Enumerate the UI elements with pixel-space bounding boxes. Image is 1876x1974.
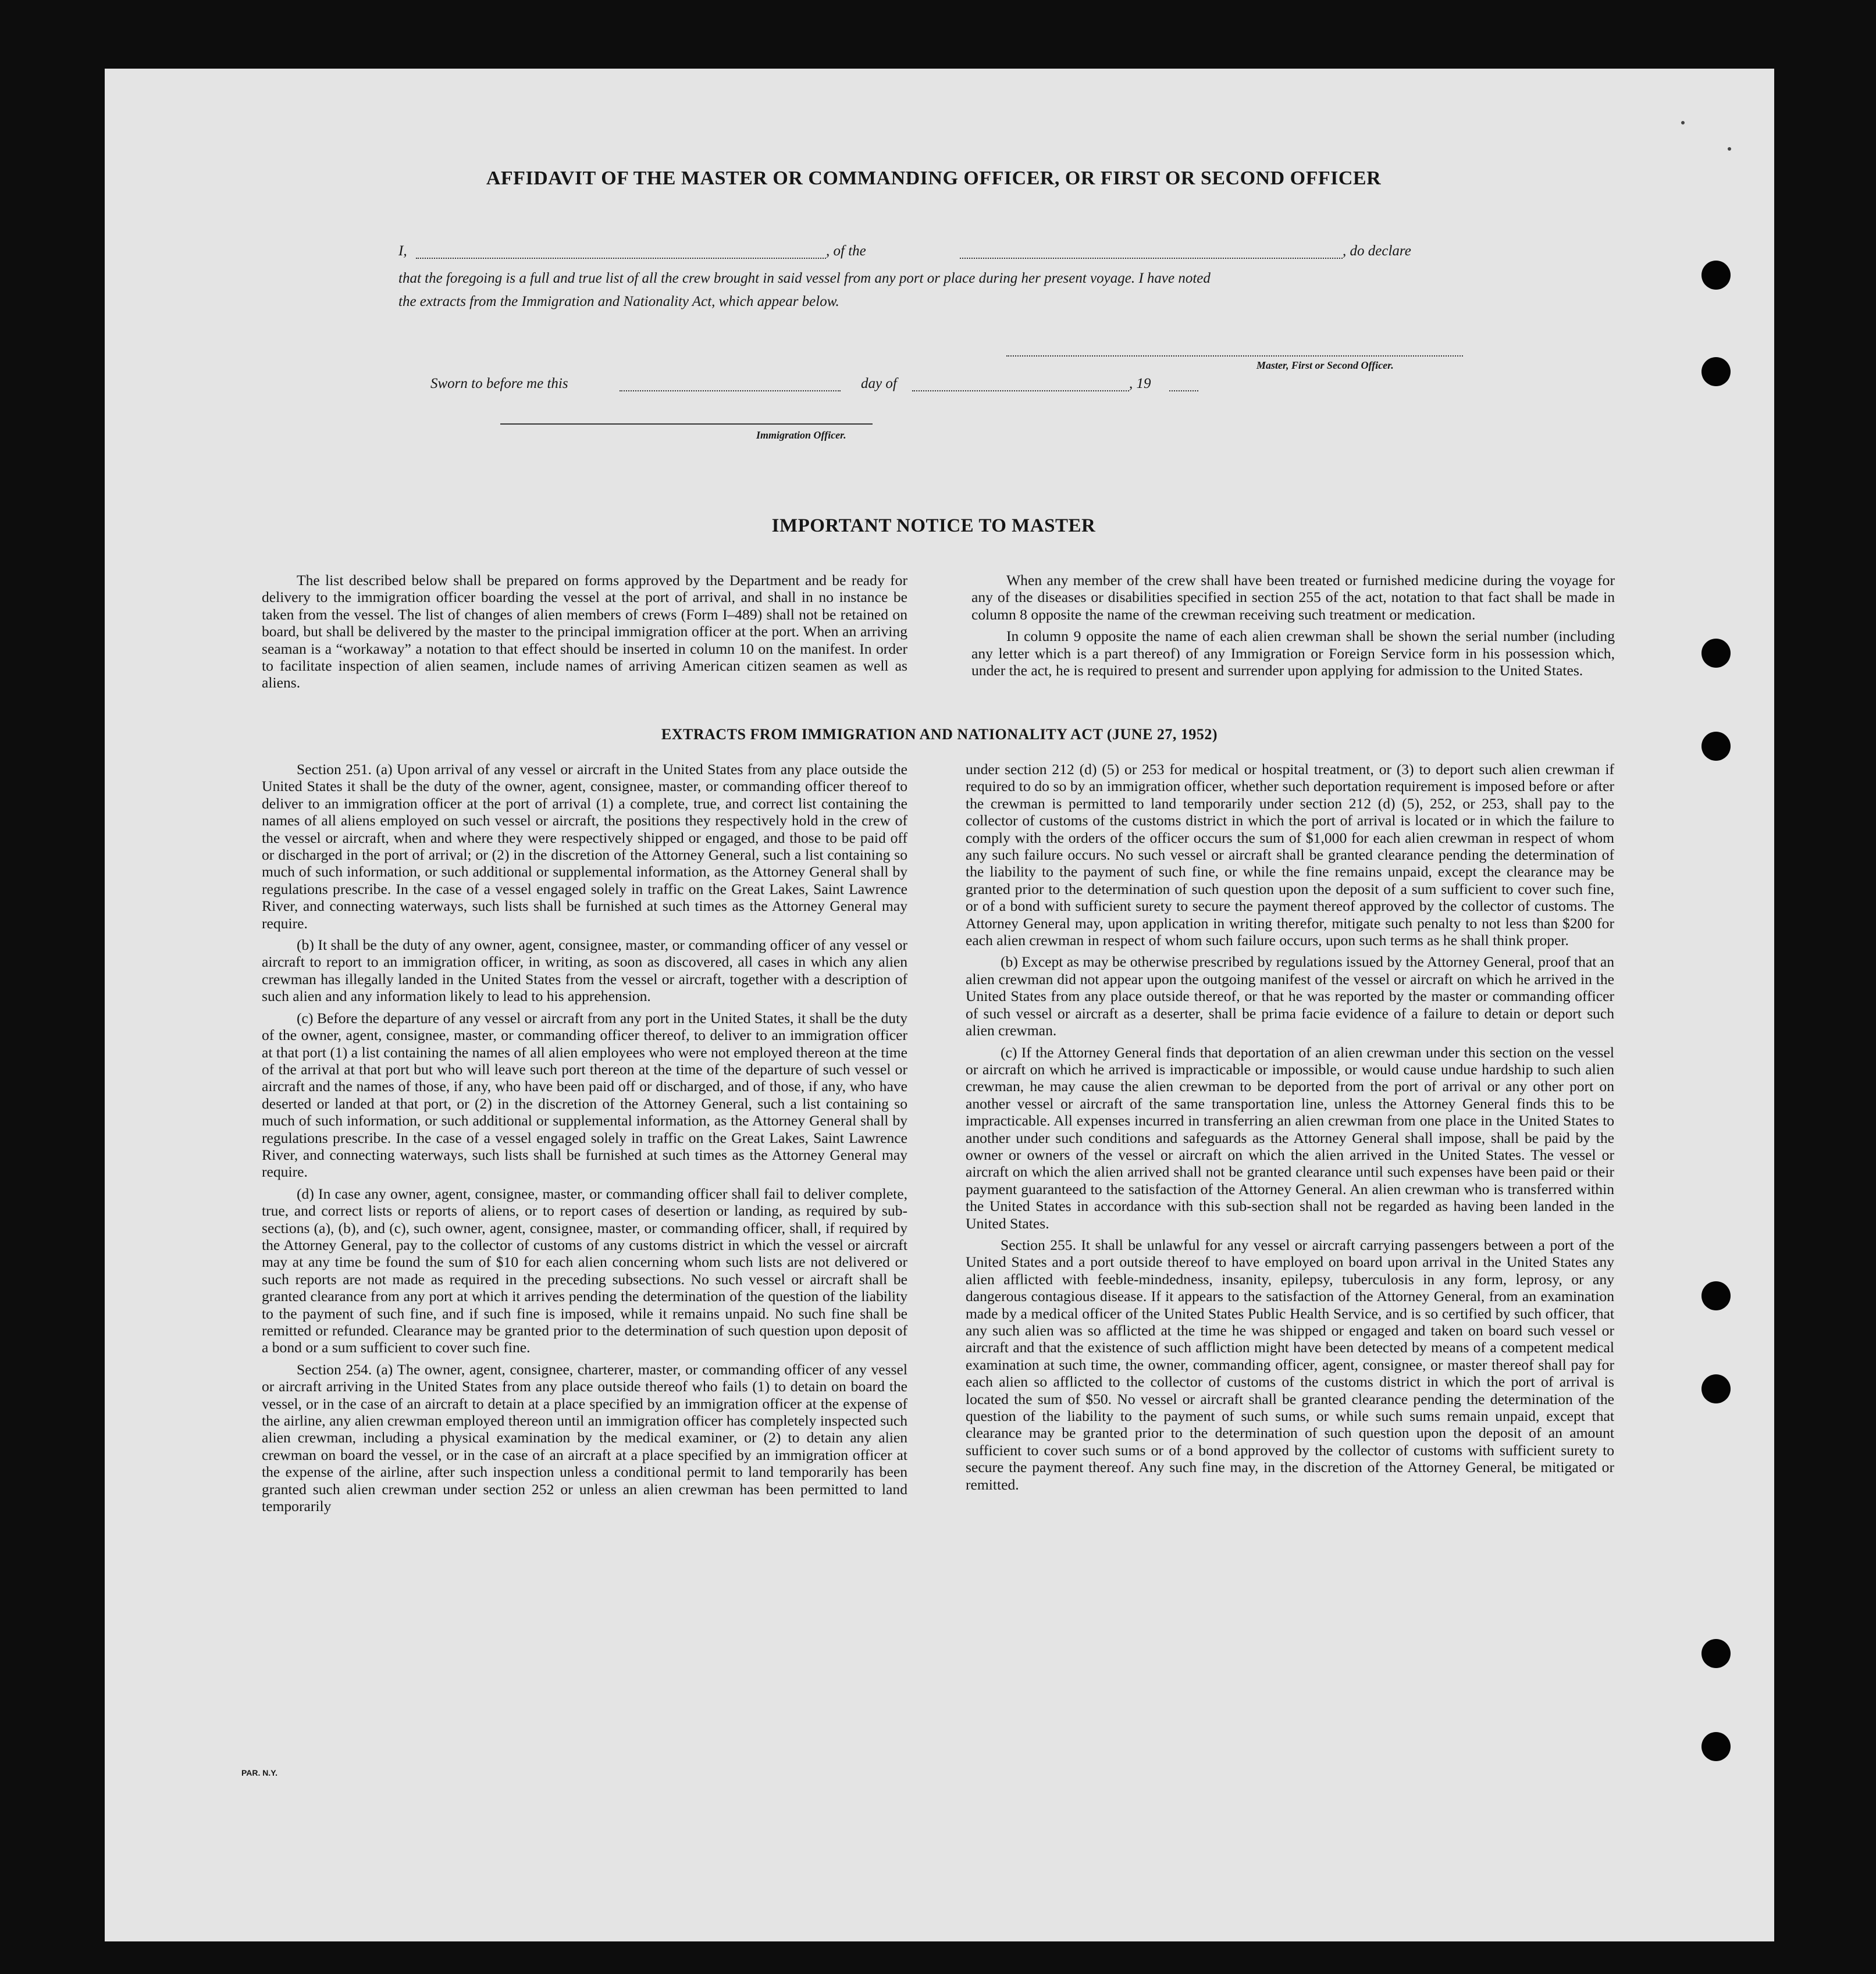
notice-right-column — [971, 572, 1615, 683]
binder-hole — [1701, 261, 1731, 290]
declaration-line-1: that the foregoing is a full and true list of all the crew brought in said vessel from any port or place during her present voyage. I have noted — [398, 270, 1211, 286]
declare-label: , do declare — [1343, 243, 1411, 259]
binder-hole — [1701, 1639, 1731, 1668]
sworn-month-field[interactable] — [912, 390, 1129, 391]
scan-speck — [1728, 147, 1731, 151]
section-paragraph: Section 251. (a) Upon arrival of any vessel or aircraft in the United States from any place outside the United States it shall be the duty of the owner, agent, consignee, master, or commanding officer thereof to deliver to an immigration officer at the port of arrival (1) a complete, true, and correct list containing the names of all aliens employed on such vessel or aircraft, the positions they respectively hold in the crew of the vessel or aircraft, when and where they were respectively shipped or engaged, and those to be paid off or discharged in the port of arrival; or (2) in the discretion of the Attorney General, such a list containing so much of such information, or such additional or supplemental information, as the Attorney General shall by regulations prescribe. In the case of a vessel engaged solely in traffic on the Great Lakes, Saint Lawrence River, and connecting waterways, such lists shall be furnished at such times as the Attorney General may require. — [262, 761, 907, 932]
vessel-name-field[interactable] — [960, 258, 1343, 259]
binder-hole — [1701, 1281, 1731, 1310]
declarant-label: I, — [398, 243, 407, 259]
extracts-right-column — [966, 761, 1614, 1498]
section-paragraph: (c) If the Attorney General finds that deportation of an alien crewman under this section on the vessel or aircraft on which he arrived is impracticable or impossible, or would cause undue hardship to such alien crewman, he may cause the alien crewman to be deported from the port of arrival or any other port on another vessel or aircraft of the same transportation line, unless the Attorney General finds this to be impracticable. All expenses incurred in transferring an alien crewman from one place in the United States to another under such conditions and safeguards as the Attorney General shall impose, shall be paid by the owner or owners of the vessel or aircraft on which the alien arrived in the United States. The vessel or aircraft on which the alien arrived shall not be granted clearance until such expenses have been paid or their payment guaranteed to the satisfaction of the Attorney General. An alien crewman who is transferred within the United States in accordance with this sub-section shall not be regarded as having been landed in the United States. — [966, 1043, 1614, 1232]
master-signature-label: Master, First or Second Officer. — [1256, 359, 1394, 371]
sworn-label: Sworn to before me this — [430, 376, 568, 391]
notice-left-column — [262, 572, 907, 696]
sworn-year-field[interactable] — [1169, 390, 1198, 391]
binder-hole — [1701, 1732, 1731, 1761]
day-of-label: day of — [861, 376, 897, 391]
section-paragraph: (d) In case any owner, agent, consignee, master, or commanding officer shall fail to deliver complete, true, and correct lists or reports of aliens, or to report cases of desertion or landing, as required by sub-sections (a), (b), and (c), such owner, agent, consignee, master, or commanding officer, shall, if required by the Attorney General, pay to the collector of customs of any customs district in which the vessel or aircraft may at any time be found the sum of $10 for each alien concerning whom such lists are not delivered or such reports are not made as required in the preceding subsections. No such vessel or aircraft shall be granted clearance from any port at which it arrives pending the determination of the question of the liability to the payment of such fine, and if such fine is imposed, while it remains unpaid. No such fine shall be remitted or refunded. Clearance may be granted prior to the determination of such question upon deposit of a bond or a sum sufficient to cover such fine. — [262, 1185, 907, 1356]
declaration-line-2: the extracts from the Immigration and Nationality Act, which appear below. — [398, 294, 839, 309]
notice-paragraph: When any member of the crew shall have been treated or furnished medicine during the voyage for any of the diseases or disabilities specified in section 255 of the act, notation to that fact shall be made in column 8 opposite the name of the crewman receiving such treatment or medication. — [971, 572, 1615, 623]
binder-hole — [1701, 639, 1731, 668]
binder-hole — [1701, 732, 1731, 761]
sworn-day-field[interactable] — [620, 390, 841, 391]
section-paragraph: Section 255. It shall be unlawful for any vessel or aircraft carrying passengers between a port of the United States and a port outside thereof to have employed on board upon arrival in the United States any alien afflicted with feeble-mindedness, insanity, epilepsy, tuberculosis in any form, leprosy, or any dangerous contagious disease. If it appears to the satisfaction of the Attorney General, from an examination made by a medical officer of the United States Public Health Service, and is so certified by such officer, that any such alien was so afflicted at the time he was shipped or engaged and taken on board such vessel or aircraft and that the existence of such affliction might have been detected by means of a competent medical examination at such time, the owner, commanding officer, agent, consignee, or master thereof shall pay for each alien so afflicted to the collector of customs of the customs district in which the port of arrival is located the sum of $50. No vessel or aircraft shall be granted clearance pending the determination of the question of the liability to the payment of such sums, or while such sums remain unpaid, except that clearance may be granted prior to the determination of such question upon the deposit of an amount sufficient to cover such sums or of a bond approved by the collector of customs with sufficient surety to secure the payment thereof. Any such fine may, in the discretion of the Attorney General, be mitigated or remitted. — [966, 1236, 1614, 1493]
section-paragraph: under section 212 (d) (5) or 253 for medical or hospital treatment, or (3) to deport such alien crewman if required to do so by an immigration officer, whether such deportation requirement is imposed before or after the crewman is permitted to land temporarily under section 212 (d) (5), 252, or 253, shall pay to the collector of customs of the customs district in which the port of arrival is located or in which the failure to comply with the orders of the officer occurs the sum of $1,000 for each alien crewman in respect of whom any such failure occurs. No such vessel or aircraft shall be granted clearance pending the determination of the liability to the payment of such fine, or while the fine remains unpaid, except the clearance may be granted prior to the determination of such question upon the deposit of a sum sufficient to cover such fine, or of a bond with sufficient surety to secure the payment thereof approved by the collector of customs. The Attorney General may, upon application in writing therefor, mitigate such penalty to not less than $200 for each alien crewman in respect of whom such failure occurs, upon such terms as he shall think proper. — [966, 761, 1614, 949]
extracts-left-column — [262, 761, 907, 1519]
section-paragraph: (c) Before the departure of any vessel or aircraft from any port in the United States, it shall be the duty of the owner, agent, consignee, master, or commanding officer thereof, to deliver to an immigration officer at that port (1) a list containing the names of all alien employees who were not employed thereon at the time of the arrival at that port but who will leave such port thereon at the time of the departure of such vessel or aircraft and the names of those, if any, who have been paid off or discharged, and of those, if any, who have deserted or landed at that port, or (2) in the discretion of the Attorney General, such a list containing so much of such information, or such additional or supplemental information, as the Attorney General shall by regulations prescribe. In the case of a vessel engaged solely in traffic on the Great Lakes, Saint Lawrence River, and connecting waterways, such lists shall be furnished at such times as the Attorney General may require. — [262, 1009, 907, 1181]
year-label: , 19 — [1129, 376, 1151, 391]
extracts-title: EXTRACTS FROM IMMIGRATION AND NATIONALITY ACT (JUNE 27, 1952) — [661, 726, 1218, 743]
printer-mark: PAR. N.Y. — [241, 1768, 277, 1777]
notice-paragraph: The list described below shall be prepared on forms approved by the Department and be ready for delivery to the immigration officer boarding the vessel at the port of arrival, and shall in no instance be taken from the vessel. The list of changes of alien members of crews (Form I–489) shall not be retained on board, but shall be delivered by the master to the principal immigration officer at the port. When an arriving seaman is a “workaway” a notation to that effect should be inserted in column 10 on the manifest. In order to facilitate inspection of alien seamen, include names of arriving American citizen seamen as well as aliens. — [262, 572, 907, 692]
notice-title: IMPORTANT NOTICE TO MASTER — [771, 515, 1096, 536]
scan-speck — [1681, 121, 1685, 124]
section-paragraph: Section 254. (a) The owner, agent, consignee, charterer, master, or commanding officer of any vessel or aircraft arriving in the United States from any place outside thereof who fails (1) to detain on board the vessel, or in the case of an aircraft to detain at a place specified by an immigration officer at the expense of the airline, any alien crewman employed thereon until an immigration officer has completely inspected such alien crewman, including a physical examination by the medical examiner, or (2) to detain any alien crewman on board the vessel, or in the case of an aircraft at a place specified by an immigration officer at the expense of the airline, after such inspection unless a conditional permit to land temporarily has been granted such alien crewman under section 252 or unless an alien crewman has been permitted to land temporarily — [262, 1360, 907, 1515]
document-page — [105, 69, 1774, 1941]
section-paragraph: (b) Except as may be otherwise prescribed by regulations issued by the Attorney General, proof that an alien crewman did not appear upon the outgoing manifest of the vessel or aircraft on which he arrived in the United States from any place outside thereof, or that he was reported by the master or commanding officer of such vessel or aircraft as a deserter, shall be prima facie evidence of a failure to detain or deport such alien crewman. — [966, 953, 1614, 1039]
officer-signature-label: Immigration Officer. — [756, 429, 846, 441]
officer-signature-field[interactable] — [500, 423, 873, 425]
notice-paragraph: In column 9 opposite the name of each alien crewman shall be shown the serial number (including any letter which is a part thereof) of any Immigration or Foreign Service form in his possession which, under the act, he is required to present and surrender upon applying for admission to the United States. — [971, 628, 1615, 679]
master-signature-field[interactable] — [1006, 355, 1463, 357]
affidavit-title: AFFIDAVIT OF THE MASTER OR COMMANDING OFFICER, OR FIRST OR SECOND OFFICER — [486, 168, 1382, 189]
vessel-label: , of the — [826, 243, 866, 259]
section-paragraph: (b) It shall be the duty of any owner, agent, consignee, master, or commanding officer of any vessel or aircraft to report to an immigration officer, in writing, as soon as discovered, all cases in which any alien crewman has illegally landed in the United States from the vessel or aircraft, together with a description of such alien and any information likely to lead to his apprehension. — [262, 936, 907, 1005]
declarant-name-field[interactable] — [416, 258, 826, 259]
binder-hole — [1701, 357, 1731, 386]
binder-hole — [1701, 1374, 1731, 1403]
